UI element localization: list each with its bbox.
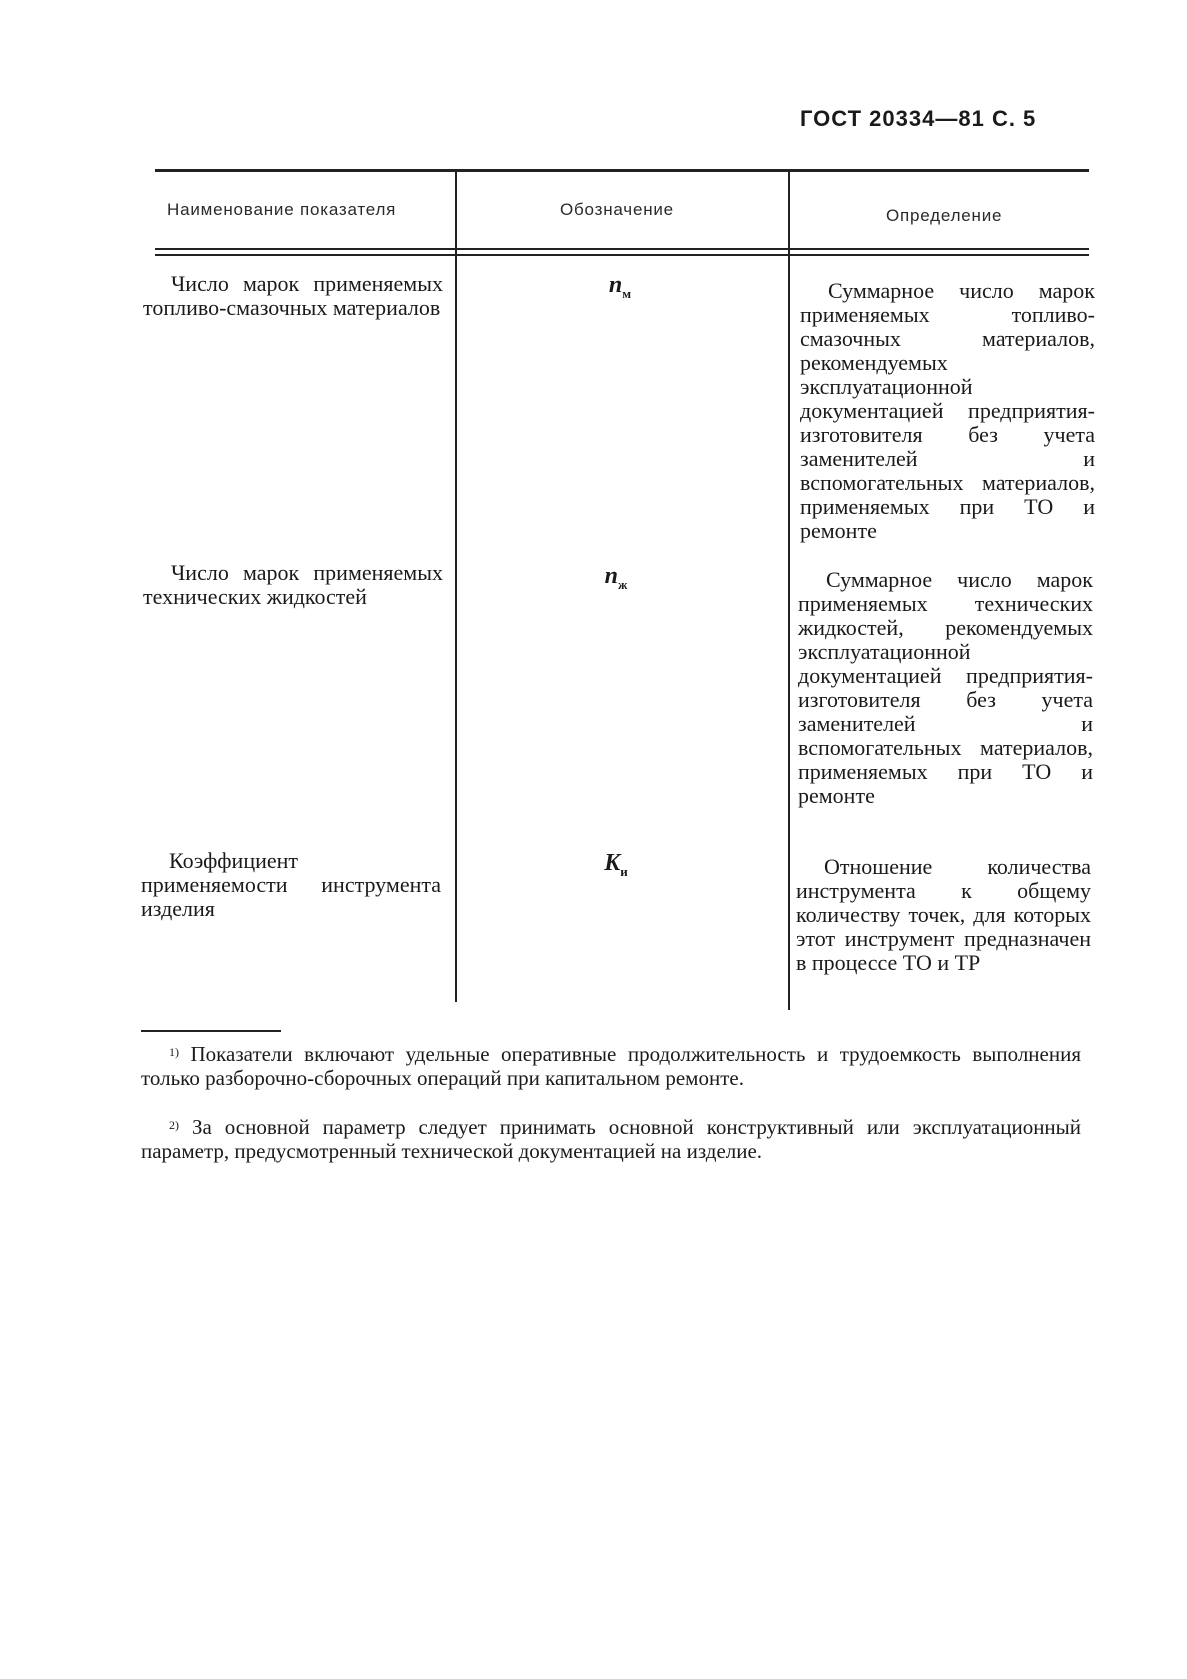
footnote-1-mark: 1) bbox=[169, 1045, 179, 1059]
row-2-symbol-main: n bbox=[604, 563, 618, 589]
row-1-definition bbox=[800, 279, 1095, 543]
row-2-symbol-sub: ж bbox=[617, 576, 628, 592]
row-3-name-text: Коэффициент применяемости инструмента изделия bbox=[141, 848, 441, 921]
column-header-definition: Определение bbox=[886, 206, 1003, 225]
row-2-definition bbox=[798, 568, 1093, 808]
footnote-2-mark: 2) bbox=[169, 1118, 179, 1132]
row-1-symbol bbox=[570, 272, 670, 302]
row-2-definition-text: Суммарное число марок применяемых технических жидкостей, рекомендуемых эксплуатационной документацией предприятия-изготовителя без учета заменителей и вспомогательных материалов, применяемых при ТО и ремонте bbox=[798, 567, 1093, 808]
column-header-symbol: Обозначение bbox=[560, 200, 674, 219]
column-divider-2 bbox=[788, 172, 790, 1010]
row-3-symbol bbox=[566, 850, 666, 880]
row-1-definition-text: Суммарное число марок применяемых топливо-смазочных материалов, рекомендуемых эксплуатационной документацией предприятия-изготовителя без учета заменителей и вспомогательных материалов, применяемых при ТО и ремонте bbox=[800, 278, 1095, 543]
column-divider-1 bbox=[455, 172, 457, 1002]
row-2-symbol bbox=[566, 563, 666, 593]
footnote-2 bbox=[141, 1115, 1081, 1163]
footnote-rule bbox=[141, 1030, 281, 1032]
column-header-name: Наименование показателя bbox=[167, 200, 397, 219]
footnote-1 bbox=[141, 1042, 1081, 1090]
row-1-name-text: Число марок применяемых топливо-смазочных материалов bbox=[143, 271, 443, 320]
table-top-rule bbox=[155, 169, 1089, 172]
row-2-name bbox=[143, 561, 443, 609]
row-1-name bbox=[143, 272, 443, 320]
row-3-symbol-sub: и bbox=[620, 863, 628, 879]
footnote-2-text: За основной параметр следует принимать основной конструктивный или эксплуатационный параметр, предусмотренный технической документацией на изделие. bbox=[141, 1115, 1082, 1163]
row-1-symbol-main: n bbox=[608, 272, 623, 298]
row-3-name bbox=[141, 849, 441, 921]
row-2-name-text: Число марок применяемых технических жидкостей bbox=[143, 560, 443, 609]
row-1-symbol-sub: м bbox=[622, 285, 632, 301]
row-3-definition-text: Отношение количества инструмента к общему количеству точек, для которых этот инструмент предназначен в процессе ТО и ТР bbox=[796, 854, 1091, 975]
row-3-definition bbox=[796, 855, 1091, 975]
footnote-1-text: Показатели включают удельные оперативные продолжительность и трудоемкость выполнения только разборочно-сборочных операций при капитальном ремонте. bbox=[141, 1042, 1081, 1090]
page-header: ГОСТ 20334—81 С. 5 bbox=[800, 106, 1037, 131]
table-header-rule-second bbox=[155, 254, 1089, 256]
row-3-symbol-main: K bbox=[604, 850, 621, 876]
table-header-rule bbox=[155, 248, 1089, 250]
